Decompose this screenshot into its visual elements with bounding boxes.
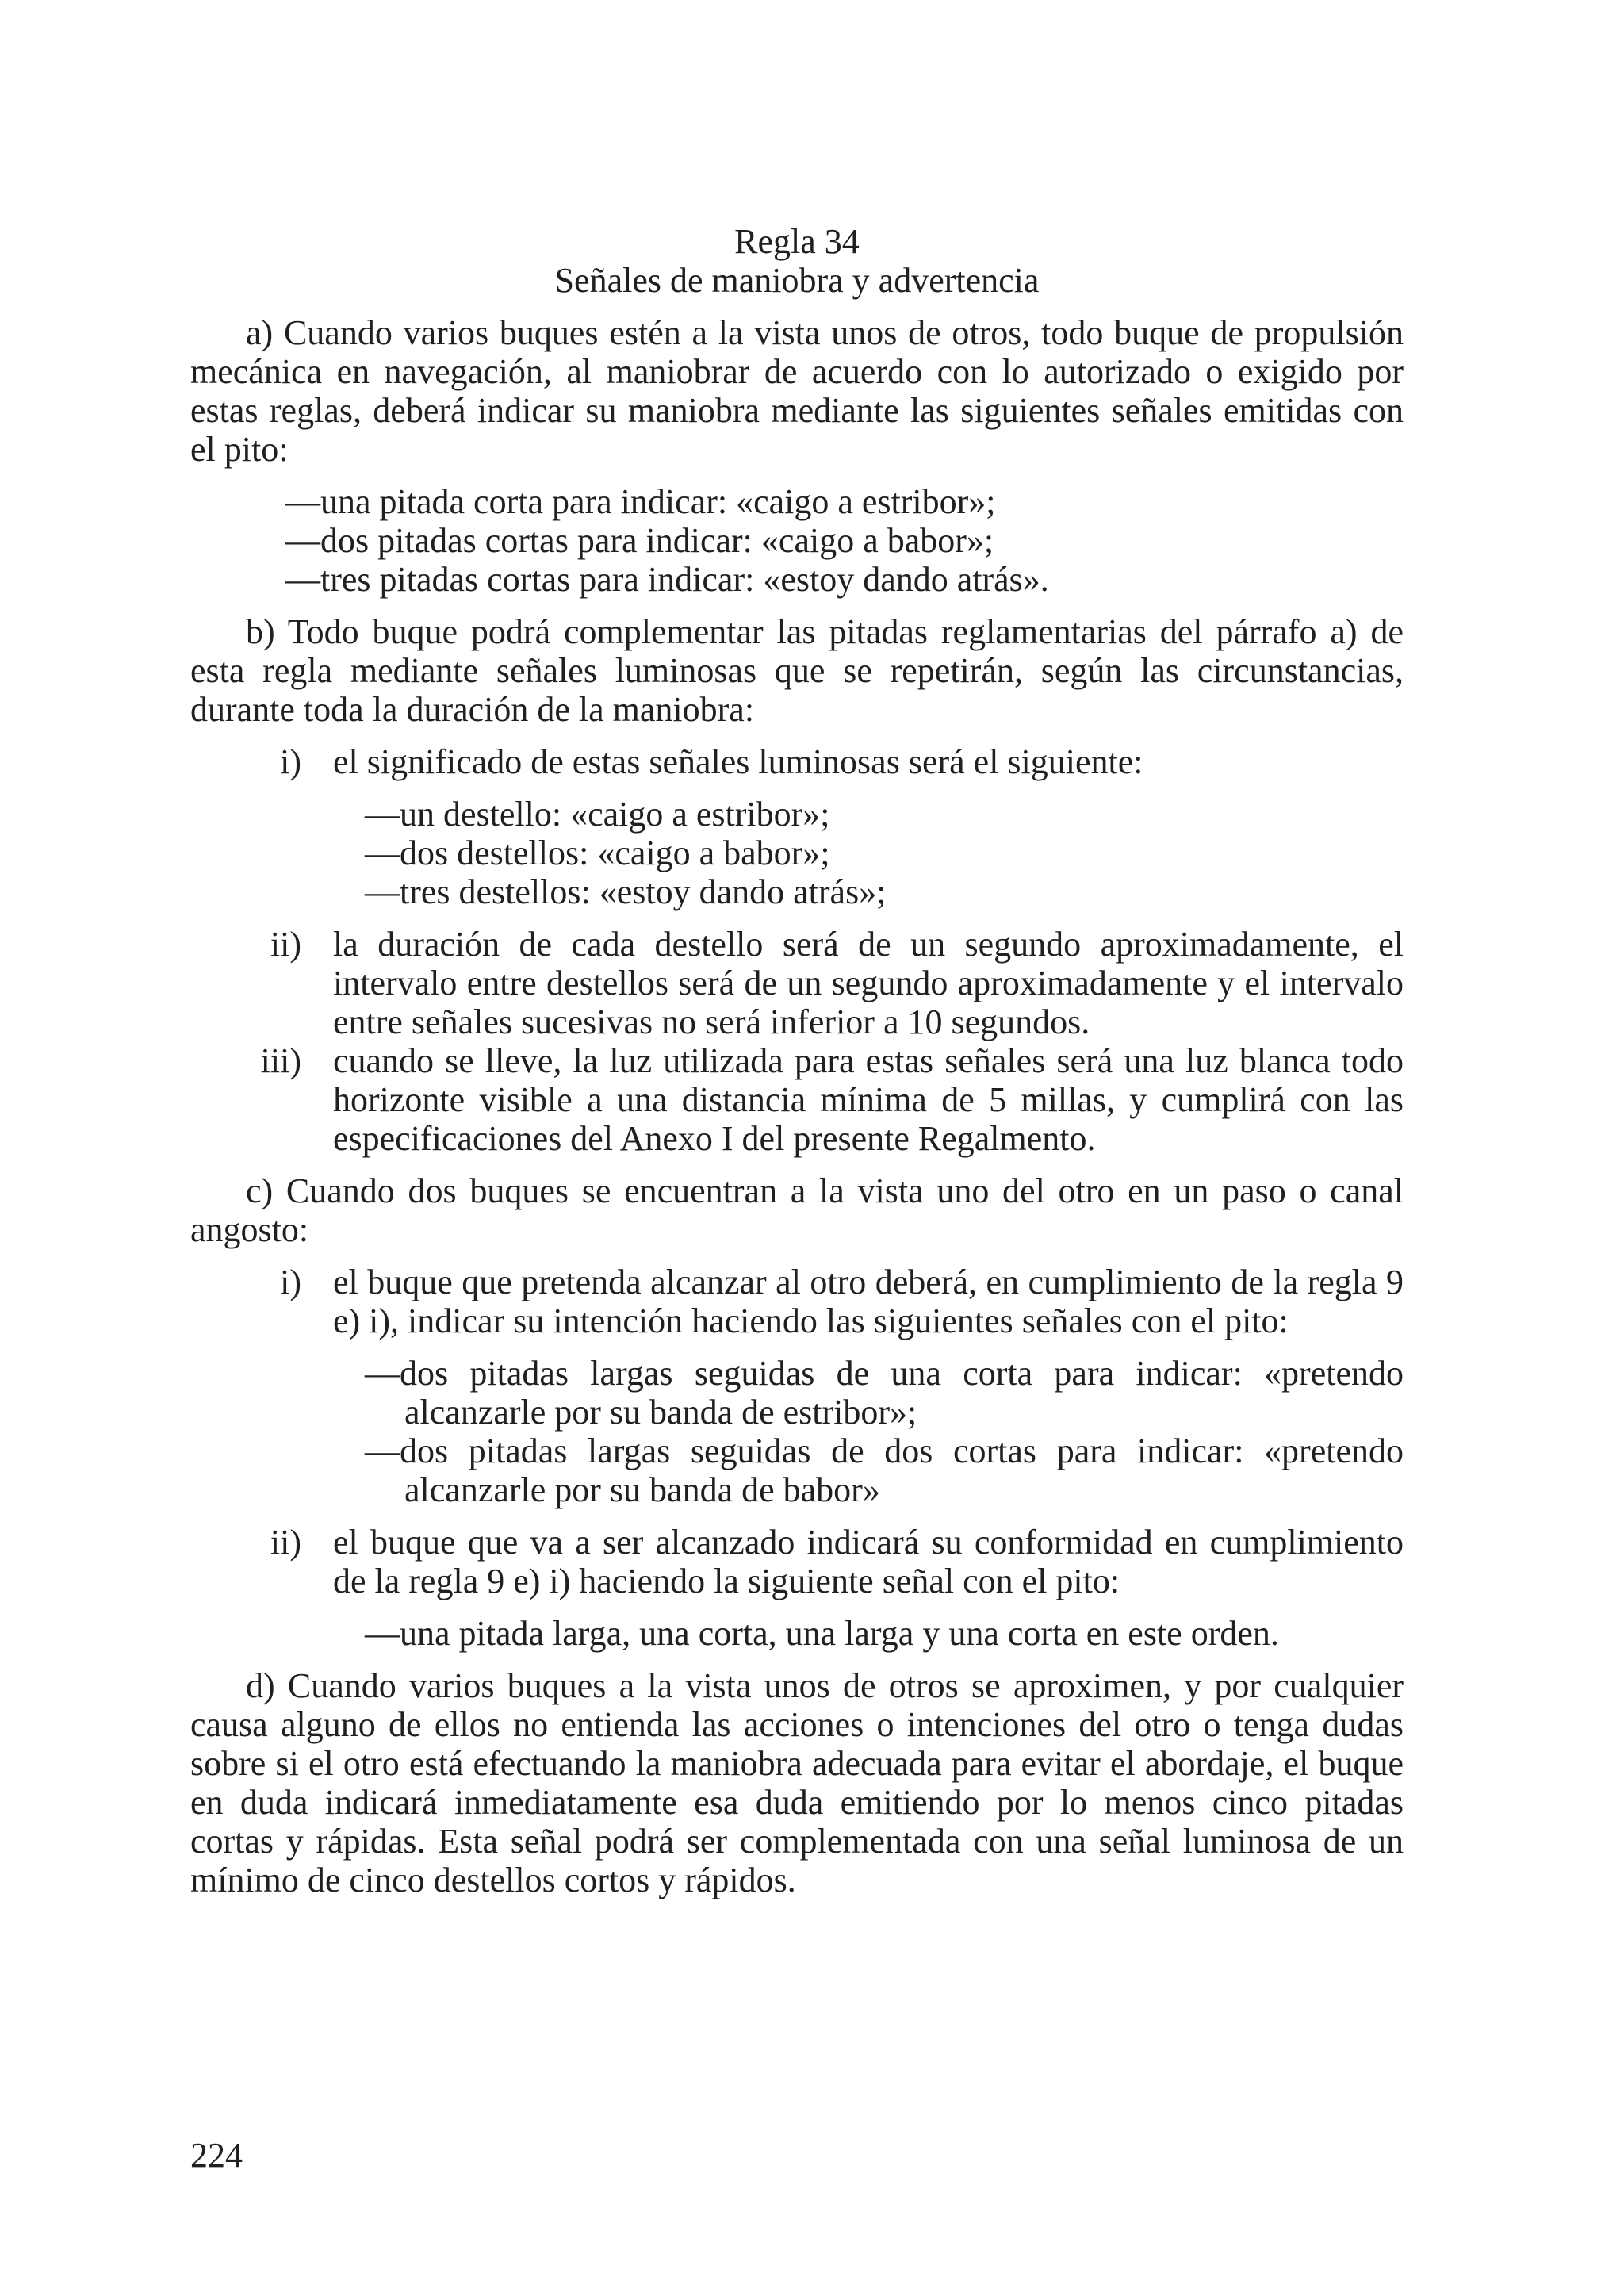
item-text: el buque que va a ser alcanzado indicará su conformidad en cumplimiento de la regla 9 e) i) haciendo la siguiente señal con el pito: bbox=[333, 1523, 1404, 1600]
agreement-signal-list bbox=[365, 1614, 1404, 1653]
item-number: ii) bbox=[270, 925, 301, 964]
item-b-i bbox=[190, 742, 1404, 781]
rule-title: Regla 34 bbox=[734, 222, 860, 261]
item-text: la duración de cada destello será de un segundo aproximadamente, el intervalo entre destellos será de un segundo aproximadamente y el intervalo entre señales sucesivas no será inferior a 10 segundos. bbox=[333, 925, 1404, 1041]
item-number: iii) bbox=[260, 1041, 301, 1080]
paragraph-d: d) Cuando varios buques a la vista unos de otros se aproximen, y por cualquier causa alguno de ellos no entienda las acciones o intenciones del otro o tenga dudas sobre si el otro está efectuando la maniobra adecuada para evitar el abordaje, el buque en duda indicará inmediatamente esa duda emitiendo por lo menos cinco pitadas cortas y rápidas. Esta señal podrá ser complementada con una señal luminosa de un mínimo de cinco destellos cortos y rápidos. bbox=[190, 1666, 1404, 1899]
item-text: el significado de estas señales luminosas será el siguiente: bbox=[333, 742, 1143, 781]
item-text: cuando se lleve, la luz utilizada para estas señales será una luz blanca todo horizonte visible a una distancia mínima de 5 millas, y cumplirá con las especificaciones del Anexo I del presente Regalmento. bbox=[333, 1041, 1404, 1158]
overtaking-signals-list bbox=[365, 1354, 1404, 1509]
list-item: —una pitada larga, una corta, una larga y una corta en este orden. bbox=[365, 1614, 1279, 1653]
rule-subtitle: Señales de maniobra y advertencia bbox=[554, 261, 1040, 300]
list-item: —dos pitadas cortas para indicar: «caigo a babor»; bbox=[285, 521, 994, 560]
list-item: —una pitada corta para indicar: «caigo a estribor»; bbox=[285, 482, 996, 521]
page-number: 224 bbox=[190, 2136, 243, 2175]
list-item: —dos destellos: «caigo a babor»; bbox=[365, 834, 830, 872]
item-number: i) bbox=[280, 1263, 301, 1301]
list-item: —dos pitadas largas seguidas de una corta para indicar: «pretendo alcanzarle por su banda de estribor»; bbox=[365, 1354, 1404, 1432]
item-b-ii bbox=[190, 925, 1404, 1041]
list-item: —dos pitadas largas seguidas de dos cortas para indicar: «pretendo alcanzarle por su banda de babor» bbox=[365, 1432, 1404, 1509]
paragraph-c: c) Cuando dos buques se encuentran a la vista uno del otro en un paso o canal angosto: bbox=[190, 1171, 1404, 1249]
item-number: ii) bbox=[270, 1523, 301, 1562]
paragraph-b: b) Todo buque podrá complementar las pitadas reglamentarias del párrafo a) de esta regla mediante señales luminosas que se repetirán, según las circunstancias, durante toda la duración de la maniobra: bbox=[190, 612, 1404, 729]
light-signals-list bbox=[365, 795, 1404, 911]
paragraph-a: a) Cuando varios buques estén a la vista unos de otros, todo buque de propulsión mecánica en navegación, al maniobrar de acuerdo con lo autorizado o exigido por estas reglas, deberá indicar su maniobra mediante las siguientes señales emitidas con el pito: bbox=[190, 313, 1404, 469]
item-number: i) bbox=[280, 742, 301, 781]
list-item: —un destello: «caigo a estribor»; bbox=[365, 795, 830, 834]
item-text: el buque que pretenda alcanzar al otro deberá, en cumplimiento de la regla 9 e) i), indicar su intención haciendo las siguientes señales con el pito: bbox=[333, 1263, 1404, 1340]
list-item: —tres pitadas cortas para indicar: «estoy dando atrás». bbox=[285, 560, 1049, 599]
list-item: —tres destellos: «estoy dando atrás»; bbox=[365, 872, 887, 911]
item-c-ii bbox=[190, 1523, 1404, 1600]
item-b-iii bbox=[190, 1041, 1404, 1158]
whistle-signals-list bbox=[285, 482, 1404, 599]
item-c-i bbox=[190, 1263, 1404, 1340]
body-text bbox=[190, 222, 1404, 1913]
